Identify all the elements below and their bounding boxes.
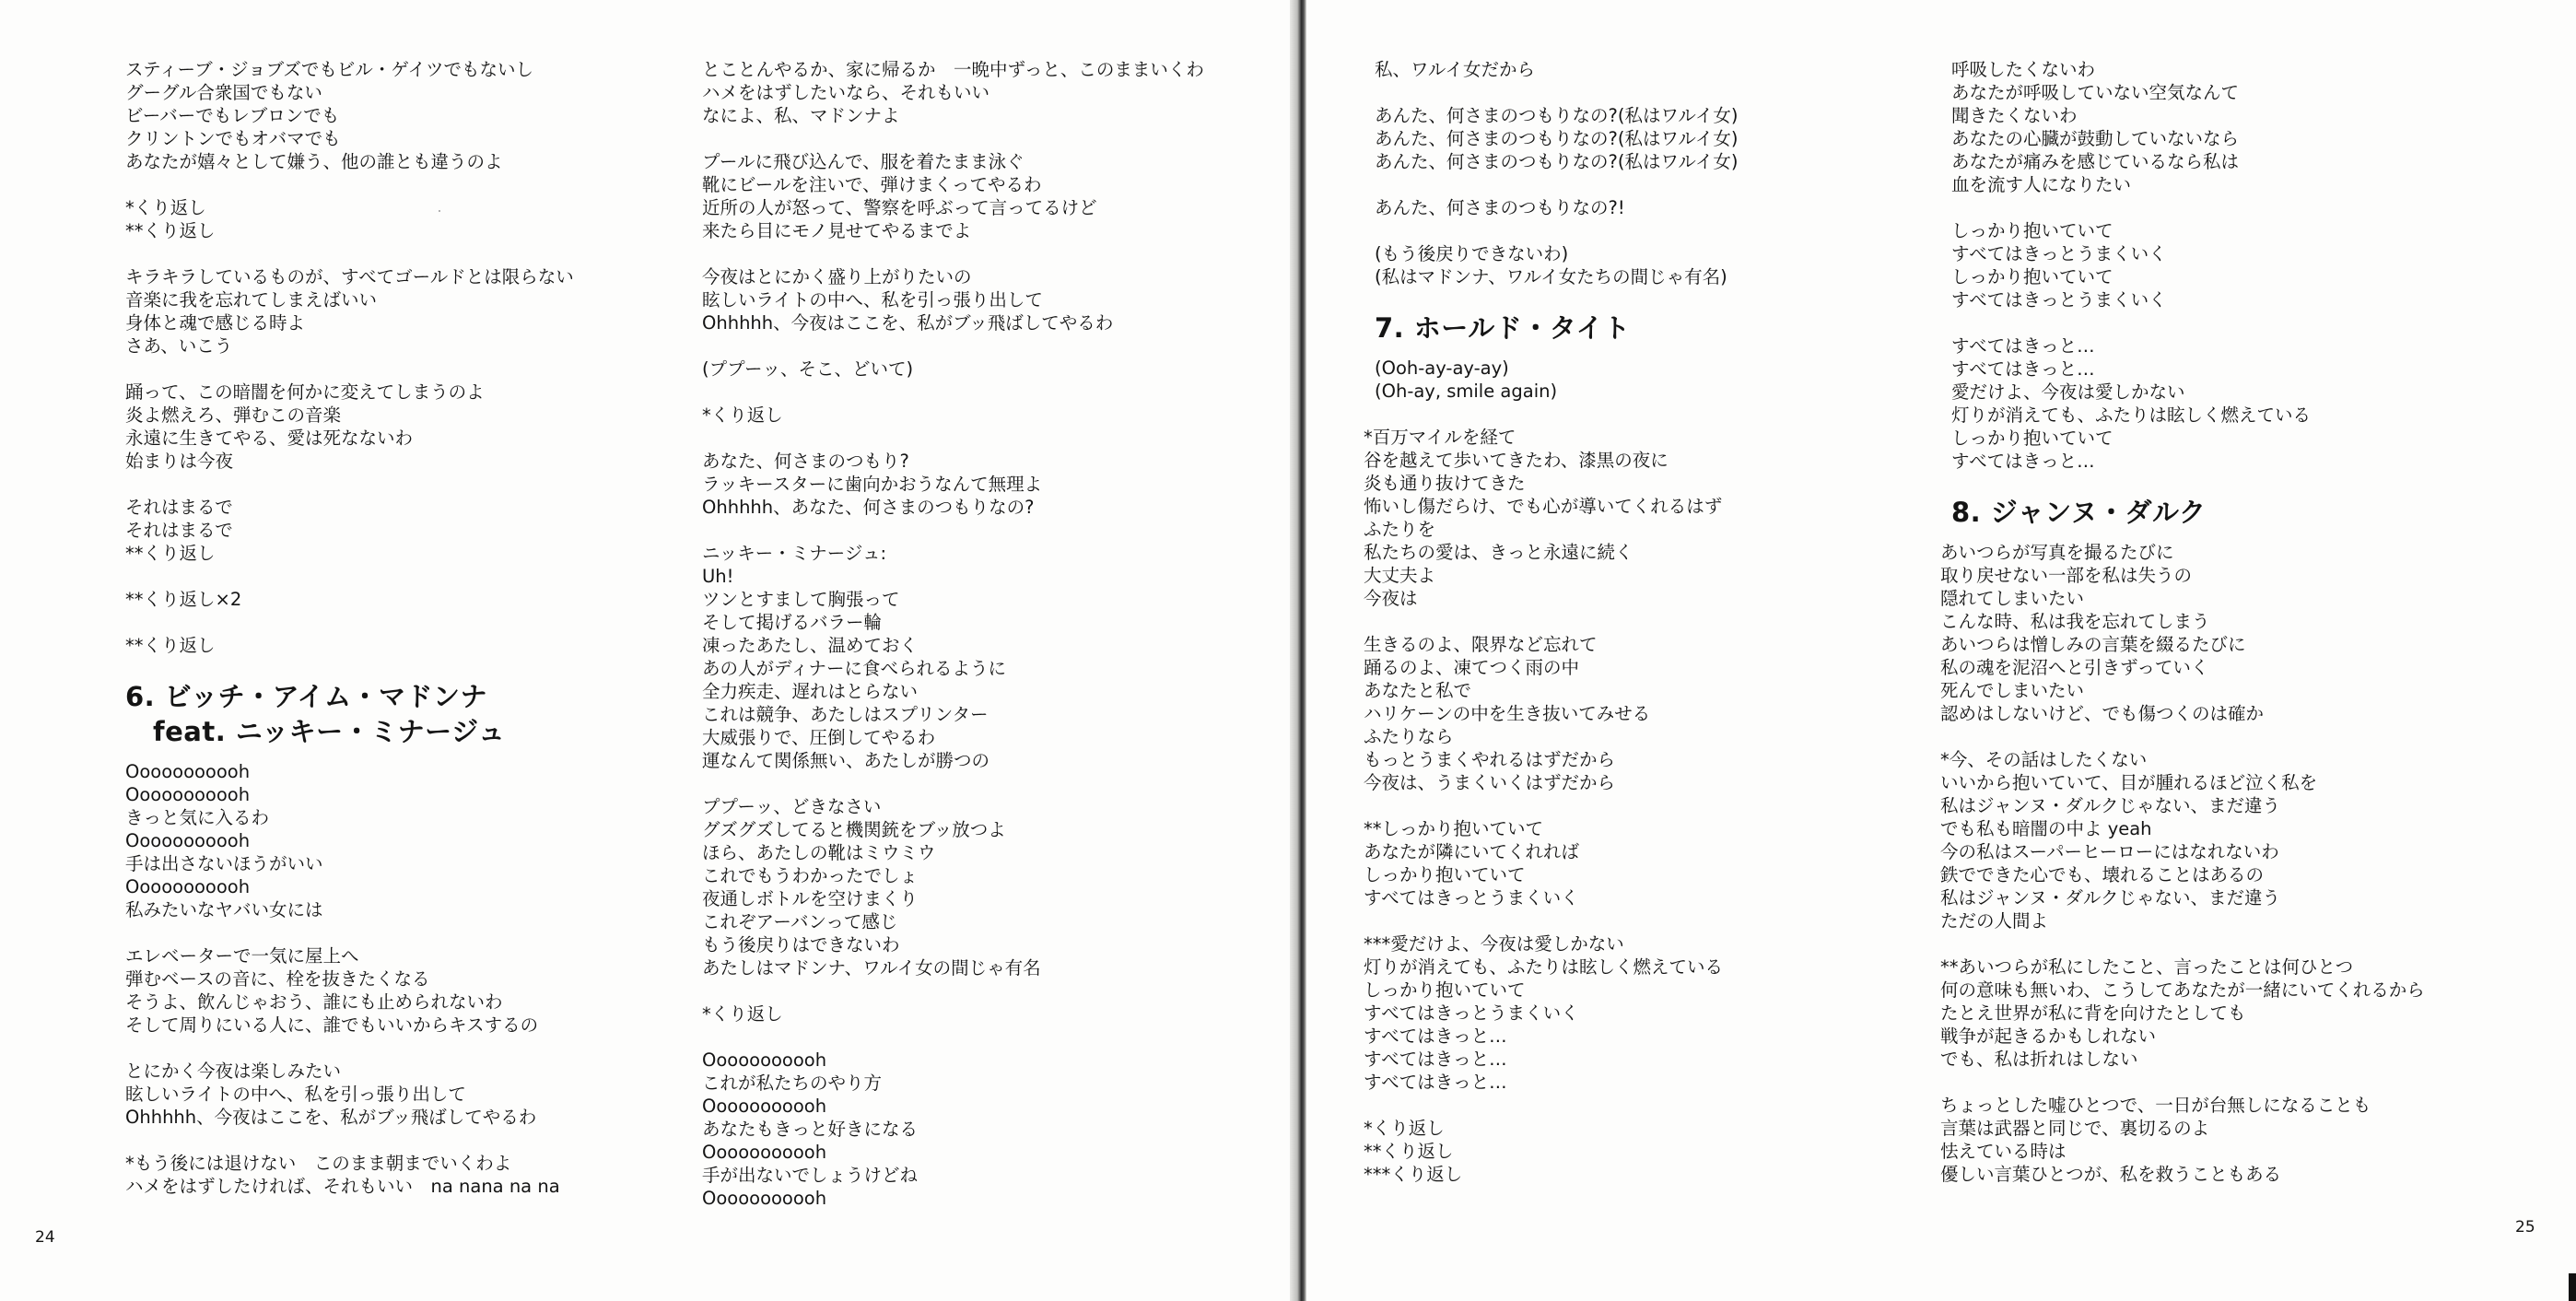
stanza-gap — [1940, 932, 2425, 955]
lyric-line: これでもうわかったでしょ — [702, 865, 919, 886]
lyric-line: 聞きたくないわ — [1951, 105, 2078, 126]
stanza-gap — [125, 611, 574, 634]
lyric-line: Ooooooooooh — [702, 1188, 827, 1209]
stanza-gap — [125, 173, 574, 196]
stanza-gap — [702, 772, 1204, 795]
lyric-line: あたしはマドンナ、ワルイ女の間じゃ有名 — [702, 957, 1041, 979]
lyric-line: そして掲げるバラー輪 — [702, 612, 883, 633]
stanza-gap — [702, 127, 1204, 150]
lyric-line: あいつらは憎しみの言葉を綴るたびに — [1940, 634, 2246, 655]
lyrics-block-song7 — [1364, 426, 1739, 1186]
lyric-line: ハメをはずしたいなら、それもいい — [702, 82, 990, 103]
lyric-line: 私の魂を泥沼へと引きずっていく — [1940, 657, 2209, 678]
lyric-line: 優しい言葉ひとつが、私を救うこともある — [1940, 1164, 2282, 1185]
lyric-line: *今、その話はしたくない — [1940, 749, 2148, 770]
lyric-line: ニッキー・ミナージュ: — [702, 543, 887, 564]
lyric-line: **くり返し×2 — [125, 589, 242, 610]
lyric-line: たとえ世界が私に背を向けたとしても — [1940, 1002, 2246, 1024]
lyric-line: **くり返し — [125, 635, 216, 656]
lyric-line: 運なんて関係無い、あたしが勝つの — [702, 750, 990, 771]
lyrics-block-right-top — [1375, 58, 1739, 288]
lyric-line: あなたもきっと好きになる — [702, 1119, 919, 1140]
lyric-line: 愛だけよ、今夜は愛しかない — [1951, 381, 2185, 403]
lyric-line: 隠れてしまいたい — [1940, 588, 2085, 609]
lyric-line: これは競争、あたしはスプリンター — [702, 704, 989, 725]
right-column-2 — [1940, 58, 2425, 1186]
lyric-line: すべてはきっと… — [1951, 335, 2095, 357]
lyric-line: 谷を越えて歩いてきたわ、漆黒の夜に — [1364, 450, 1669, 471]
lyric-line: しっかり抱いていて — [1364, 864, 1526, 885]
lyric-line: 全力疾走、遅れはとらない — [702, 681, 919, 702]
lyric-line: キラキラしているものが、すべてゴールドとは限らない — [125, 266, 574, 287]
lyric-line: 血を流す人になりたい — [1951, 174, 2132, 195]
lyric-line: 認めはしないけど、でも傷つくのは確か — [1940, 703, 2265, 724]
lyric-line: もっとうまくやれるはずだから — [1364, 749, 1616, 770]
lyric-line: グーグル合衆国でもない — [125, 82, 322, 103]
lyric-line: ふたりなら — [1364, 726, 1454, 747]
stanza-gap — [1940, 725, 2425, 748]
lyric-line: あなたと私で — [1364, 680, 1472, 701]
lyric-line: Ohhhhh、今夜はここを、私がブッ飛ばしてやるわ — [702, 312, 1114, 334]
lyric-line: 灯りが消えても、ふたりは眩しく燃えている — [1951, 404, 2312, 426]
lyric-line: 始まりは今夜 — [125, 451, 234, 472]
lyric-line: あいつらが写真を撮るたびに — [1940, 542, 2174, 563]
lyric-line: あなたが呼吸していない空気なんて — [1951, 82, 2240, 103]
lyric-line: 踊るのよ、凍てつく雨の中 — [1364, 657, 1580, 678]
stanza-gap — [125, 357, 574, 381]
lyric-line: *くり返し — [702, 1003, 783, 1025]
lyric-line: すべてはきっと… — [1951, 358, 2095, 380]
stanza-gap — [125, 565, 574, 588]
lyric-line: あなた、何さまのつもり? — [702, 451, 909, 472]
scan-edge-mark — [2569, 1273, 2576, 1301]
lyric-line: **くり返し — [125, 220, 216, 241]
lyric-line: *もう後には退けない このまま朝までいくわよ — [125, 1153, 512, 1174]
lyric-line: Ooooooooooh — [125, 761, 251, 782]
lyric-line: すべてはきっとうまくいく — [1951, 289, 2167, 311]
lyric-line: 音楽に我を忘れてしまえばいい — [125, 289, 378, 311]
lyric-line: とにかく今夜は楽しみたい — [125, 1061, 342, 1082]
left-column-1 — [125, 58, 574, 1198]
stanza-gap — [1951, 196, 2425, 219]
lyric-line: (Oh-ay, smile again) — [1375, 381, 1558, 402]
lyric-line: すべてはきっと… — [1364, 1072, 1507, 1093]
lyric-line: ハメをはずしたければ、それもいい na nana na na — [125, 1176, 560, 1197]
lyric-line: それはまるで — [125, 520, 233, 541]
lyric-line: しっかり抱いていて — [1951, 428, 2113, 449]
lyric-line: 私はジャンヌ・ダルクじゃない、まだ違う — [1940, 887, 2280, 908]
stanza-gap — [702, 519, 1204, 542]
lyric-line: ***愛だけよ、今夜は愛しかない — [1364, 933, 1624, 955]
lyric-line: こんな時、私は我を忘れてしまう — [1940, 611, 2210, 632]
stanza-gap — [702, 381, 1204, 404]
lyric-line: **くり返し — [1364, 1141, 1454, 1162]
lyric-line: 近所の人が怒って、警察を呼ぶって言ってるけど — [702, 197, 1097, 218]
lyric-line: 呼吸したくないわ — [1951, 59, 2096, 80]
lyrics-block-top — [125, 58, 574, 657]
lyric-line: 鉄でできた心でも、壊れることはあるの — [1940, 864, 2265, 885]
stanza-gap — [125, 1037, 574, 1060]
lyric-line: 眩しいライトの中へ、私を引っ張り出して — [702, 289, 1043, 311]
lyric-line: Ohhhhh、あなた、何さまのつもりなの? — [702, 497, 1035, 518]
right-column-1 — [1364, 58, 1739, 1186]
lyric-line: **しっかり抱いていて — [1364, 818, 1544, 839]
scan-speck — [439, 210, 440, 212]
stanza-gap — [702, 242, 1204, 265]
lyric-line: あなたが痛みを感じているなら私は — [1951, 151, 2240, 172]
lyric-line: ハリケーンの中を生き抜いてみせる — [1364, 703, 1651, 724]
stanza-gap — [125, 473, 574, 496]
lyric-line: 永遠に生きてやる、愛は死なないわ — [125, 428, 414, 449]
lyric-line: すべてはきっとうまくいく — [1364, 1002, 1579, 1024]
stanza-gap — [1940, 1071, 2425, 1094]
stanza-gap — [1375, 219, 1739, 242]
lyric-line: エレベーターで一気に屋上へ — [125, 945, 359, 967]
lyric-line: さあ、いこう — [125, 335, 233, 357]
lyric-line: 炎よ燃えろ、弾むこの音楽 — [125, 404, 342, 426]
lyric-line: Uh! — [702, 566, 734, 587]
lyric-line: 取り戻せない一部を私は失うの — [1940, 565, 2193, 586]
stanza-gap — [1364, 794, 1739, 817]
stanza-gap — [1375, 81, 1739, 104]
lyric-line: とことんやるか、家に帰るか 一晩中ずっと、このままいくわ — [702, 59, 1204, 80]
lyric-line: Ooooooooooh — [702, 1142, 827, 1163]
lyric-line: *百万マイルを経て — [1364, 427, 1516, 448]
stanza-gap — [702, 427, 1204, 450]
stanza-gap — [125, 1129, 574, 1152]
lyric-line: 怯えている時は — [1940, 1141, 2067, 1162]
lyric-line: 手が出ないでしょうけどね — [702, 1165, 919, 1186]
lyric-line: なによ、私、マドンナよ — [702, 105, 900, 126]
lyric-line: 手は出さないほうがいい — [125, 853, 323, 874]
lyric-line: 来たら目にモノ見せてやるまでよ — [702, 220, 972, 241]
lyric-line: ププーッ、どきなさい — [702, 796, 882, 817]
lyric-line: すべてはきっと… — [1364, 1026, 1507, 1047]
lyric-line: **あいつらが私にしたこと、言ったことは何ひとつ — [1940, 956, 2354, 978]
left-column-2 — [702, 58, 1204, 1210]
lyric-line: すべてはきっとうまくいく — [1364, 887, 1579, 908]
lyric-line: あんた、何さまのつもりなの?! — [1375, 197, 1625, 218]
lyric-line: いいから抱いていて、目が腫れるほど泣く私を — [1940, 772, 2318, 793]
lyric-line: 大丈夫よ — [1364, 565, 1436, 586]
lyric-line: あんた、何さまのつもりなの?(私はワルイ女) — [1375, 151, 1739, 172]
lyric-line: (Ooh-ay-ay-ay) — [1375, 357, 1509, 379]
lyric-line: あんた、何さまのつもりなの?(私はワルイ女) — [1375, 128, 1739, 149]
lyric-line: プールに飛び込んで、服を着たまま泳ぐ — [702, 151, 1025, 172]
lyric-line: *くり返し — [1364, 1118, 1445, 1139]
stanza-gap — [125, 242, 574, 265]
lyric-line: スティーブ・ジョブズでもビル・ゲイツでもないし — [125, 59, 534, 80]
lyric-line: 言葉は武器と同じで、裏切るのよ — [1940, 1118, 2210, 1139]
page-number-left: 24 — [35, 1228, 55, 1247]
lyrics-block-song8 — [1940, 541, 2425, 1186]
stanza-gap — [1951, 311, 2425, 334]
lyric-line: Ooooooooooh — [125, 784, 251, 805]
song6-title: 6. ビッチ・アイム・マドンナ — [125, 681, 488, 712]
lyric-line: すべてはきっと… — [1364, 1049, 1507, 1070]
lyric-line: ただの人間よ — [1940, 910, 2049, 932]
lyric-line: ふたりを — [1364, 519, 1436, 540]
lyric-line: ビーバーでもレブロンでも — [125, 105, 340, 126]
lyric-line: すべてはきっと… — [1951, 451, 2095, 472]
song6-title-feat: feat. ニッキー・ミナージュ — [153, 716, 506, 747]
stanza-gap — [1364, 610, 1739, 633]
lyric-line: Ooooooooooh — [702, 1049, 827, 1071]
lyric-line: ほら、あたしの靴はミウミウ — [702, 842, 936, 863]
lyric-line: 今夜は — [1364, 588, 1418, 609]
lyrics-block-song7-intro — [1375, 357, 1739, 403]
lyric-line: (ププーッ、そこ、どいて) — [702, 358, 914, 380]
stanza-gap — [1375, 173, 1739, 196]
lyric-line: 私、ワルイ女だから — [1375, 59, 1535, 80]
lyric-line: 今夜は、うまくいくはずだから — [1364, 772, 1616, 793]
lyric-line: 炎も通り抜けてきた — [1364, 473, 1526, 494]
lyric-line: でも私も暗闇の中よ yeah — [1940, 818, 2152, 839]
lyric-line: そして周りにいる人に、誰でもいいからキスするの — [125, 1014, 539, 1036]
song8-title: 8. ジャンヌ・ダルク — [1951, 497, 2207, 528]
lyric-line: 死んでしまいたい — [1940, 680, 2085, 701]
lyric-line: (私はマドンナ、ワルイ女たちの間じゃ有名) — [1375, 266, 1727, 287]
lyric-line: 戦争が起きるかもしれない — [1940, 1026, 2157, 1047]
lyric-line: しっかり抱いていて — [1364, 979, 1526, 1001]
stanza-gap — [1364, 909, 1739, 932]
lyric-line: (もう後戻りできないわ) — [1375, 243, 1569, 264]
lyric-line: 私たちの愛は、きっと永遠に続く — [1364, 542, 1633, 563]
lyrics-block-song6 — [125, 760, 574, 1198]
lyric-line: Ohhhhh、今夜はここを、私がブッ飛ばしてやるわ — [125, 1107, 537, 1128]
lyric-line: あの人がディナーに食べられるように — [702, 658, 1006, 679]
lyric-line: あなたが隣にいてくれれば — [1364, 841, 1580, 862]
lyric-line: Ooooooooooh — [125, 830, 251, 851]
lyric-line: でも、私は折れはしない — [1940, 1049, 2138, 1070]
song7-title: 7. ホールド・タイト — [1375, 312, 1631, 344]
lyric-line: 身体と魂で感じる時よ — [125, 312, 306, 334]
stanza-gap — [702, 1026, 1204, 1049]
lyric-line: 今の私はスーパーヒーローにはなれないわ — [1940, 841, 2279, 862]
lyric-line: 灯りが消えても、ふたりは眩しく燃えている — [1364, 956, 1724, 978]
page-number-right: 25 — [2515, 1218, 2535, 1237]
lyric-line: 私みたいなヤバい女には — [125, 899, 323, 920]
lyric-line: 生きるのよ、限界など忘れて — [1364, 634, 1598, 655]
lyric-line: 靴にビールを注いで、弾けまくってやるわ — [702, 174, 1042, 195]
lyric-line: Ooooooooooh — [125, 876, 251, 897]
stanza-gap — [702, 979, 1204, 1002]
lyric-line: 私はジャンヌ・ダルクじゃない、まだ違う — [1940, 795, 2280, 816]
lyric-line: クリントンでもオバマでも — [125, 128, 341, 149]
lyric-line: これぞアーバンって感じ — [702, 911, 898, 932]
lyric-line: 夜通しボトルを空けまくり — [702, 888, 919, 909]
stanza-gap — [702, 334, 1204, 357]
lyrics-block-col2 — [702, 58, 1204, 1210]
lyric-line: 踊って、この暗闇を何かに変えてしまうのよ — [125, 381, 485, 403]
lyric-line: そうよ、飲んじゃおう、誰にも止められないわ — [125, 991, 503, 1013]
lyrics-block-right-col2 — [1951, 58, 2425, 473]
lyric-line: ***くり返し — [1364, 1164, 1463, 1185]
lyric-line: **くり返し — [125, 543, 216, 564]
lyric-line: それはまるで — [125, 497, 233, 518]
lyric-line: あなたが嬉々として嫌う、他の誰とも違うのよ — [125, 151, 503, 172]
lyric-line: 今夜はとにかく盛り上がりたいの — [702, 266, 972, 287]
lyric-line: *くり返し — [125, 197, 206, 218]
lyric-line: すべてはきっとうまくいく — [1951, 243, 2167, 264]
stanza-gap — [125, 921, 574, 944]
lyric-line: あなたの心臓が鼓動していないなら — [1951, 128, 2240, 149]
lyric-line: 凍ったあたし、温めておく — [702, 635, 919, 656]
lyric-line: ツンとすまして胸張って — [702, 589, 900, 610]
lyric-line: 眩しいライトの中へ、私を引っ張り出して — [125, 1084, 466, 1105]
lyric-line: 怖いし傷だらけ、でも心が導いてくれるはず — [1364, 496, 1723, 517]
lyric-line: ラッキースターに歯向かおうなんて無理よ — [702, 474, 1043, 495]
lyric-line: これが私たちのやり方 — [702, 1072, 883, 1094]
lyric-line: グズグズしてると機関銃をブッ放つよ — [702, 819, 1006, 840]
lyric-line: しっかり抱いていて — [1951, 266, 2113, 287]
lyric-line: ちょっとした嘘ひとつで、一日が台無しになることも — [1940, 1095, 2371, 1116]
lyric-line: 弾むベースの音に、栓を抜きたくなる — [125, 968, 430, 990]
lyric-line: あんた、何さまのつもりなの?(私はワルイ女) — [1375, 105, 1739, 126]
lyric-line: しっかり抱いていて — [1951, 220, 2113, 241]
lyric-line: *くり返し — [702, 404, 783, 426]
lyric-line: もう後戻りはできないわ — [702, 934, 900, 955]
lyric-line: きっと気に入るわ — [125, 807, 270, 828]
book-spine — [1290, 0, 1306, 1301]
lyric-line: 何の意味も無いわ、こうしてあなたが一緒にいてくれるから — [1940, 979, 2425, 1001]
lyric-line: Ooooooooooh — [702, 1096, 827, 1117]
lyric-line: 大威張りで、圧倒してやるわ — [702, 727, 936, 748]
stanza-gap — [1364, 1094, 1739, 1117]
